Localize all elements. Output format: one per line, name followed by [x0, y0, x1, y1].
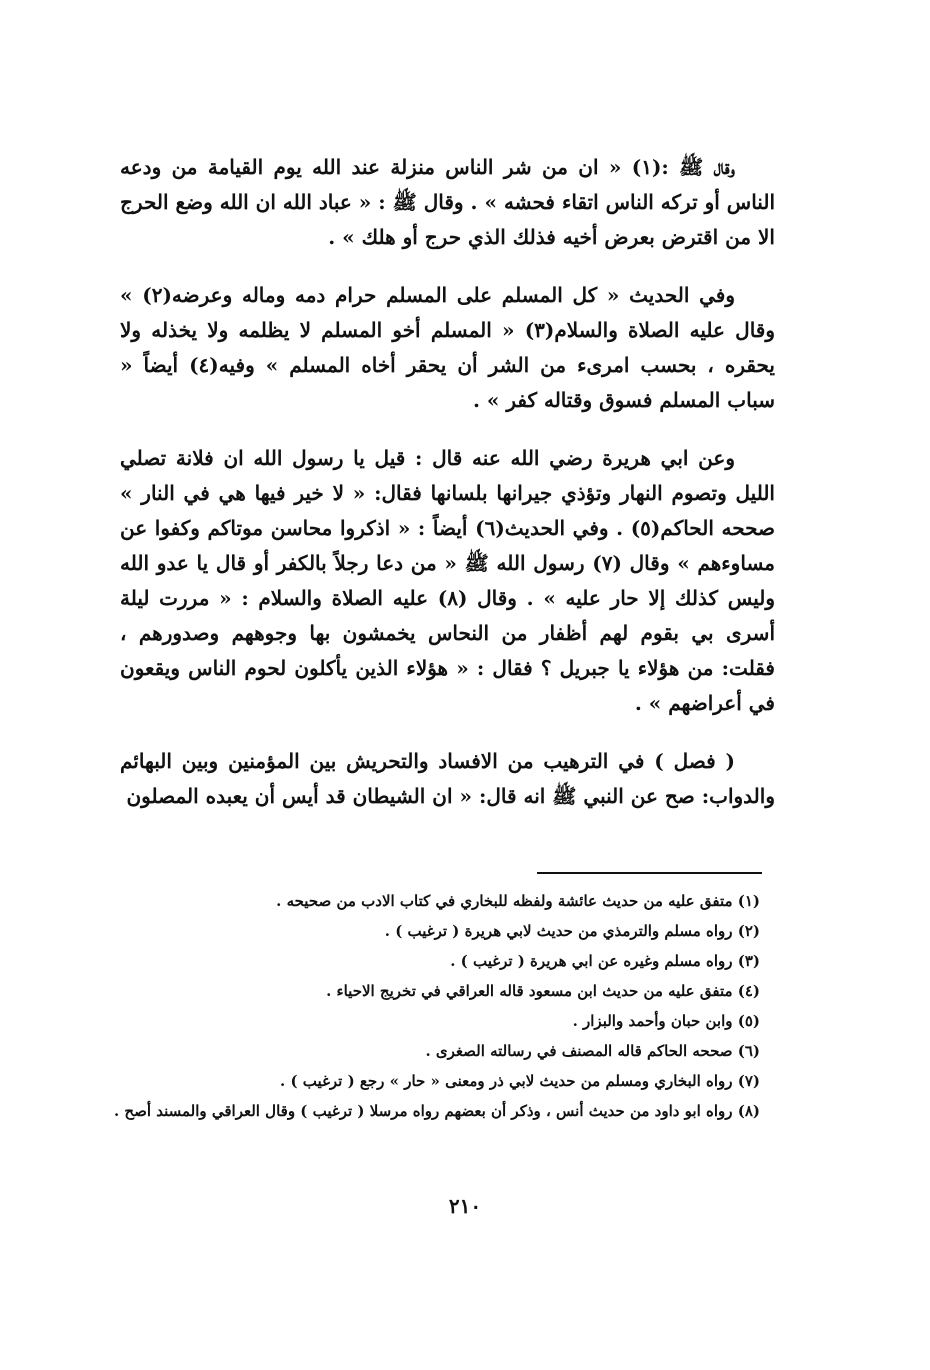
footnote: (٧) رواه البخاري ومسلم من حديث لابي ذر ومعنى « حار » رجع ( ترغيب ) . — [280, 1072, 760, 1090]
footnote-separator — [537, 872, 762, 874]
footnote: (٥) وابن حبان وأحمد والبزار . — [572, 1012, 760, 1030]
footnote: (٢) رواه مسلم والترمذي من حديث لابي هريرة ( ترغيب ) . — [384, 922, 760, 940]
footnote: (٦) صححه الحاكم قاله المصنف في رسالته الصغرى . — [425, 1042, 760, 1060]
paragraph: ( فصل ) في الترهيب من الافساد والتحريش بين المؤمنين وبين البهائم والدواب: صح عن النبي ﷺ انه قال: « ان الشيطان قد أيس أن يعبده المصلون — [120, 749, 775, 808]
main-text — [120, 150, 775, 814]
footnote: (٤) متفق عليه من حديث ابن مسعود قاله العراقي في تخريج الاحياء . — [326, 982, 760, 1000]
paragraph: وفي الحديث « كل المسلم على المسلم حرام دمه وماله وعرضه(٢) » وقال عليه الصلاة والسلام(٣) « المسلم أخو المسلم لا يظلمه ولا يخذله ولا يحقره ، بحسب امرىء من الشر أن يحقر أخاه المسلم » وفيه(٤) أيضاً « سباب المسلم فسوق وقتاله كفر » . — [120, 283, 776, 412]
paragraph: وقال ﷺ :(١) « ان من شر الناس منزلة عند الله يوم القيامة من ودعه الناس أو تركه الناس اتقاء فحشه » . وقال ﷺ : « عباد الله ان الله وضع الحرج الا من اقترض بعرض أخيه فذلك الذي حرج أو هلك » . — [120, 155, 775, 249]
page-number: ٢١٠ — [448, 1194, 482, 1218]
footnote: (٣) رواه مسلم وغيره عن ابي هريرة ( ترغيب ) . — [450, 952, 760, 970]
footnote: (٨) رواه ابو داود من حديث أنس ، وذكر أن بعضهم رواه مرسلا ( ترغيب ) وقال العراقي والمسند أصح . — [113, 1102, 760, 1120]
footnote: (١) متفق عليه من حديث عائشة ولفظه للبخاري في كتاب الادب من صحيحه . — [276, 892, 760, 910]
footnotes — [110, 886, 770, 1126]
paragraph: وعن ابي هريرة رضي الله عنه قال : قيل يا رسول الله ان فلانة تصلي الليل وتصوم النهار وتؤذي جيرانها بلسانها فقال: « لا خير فيها هي في النار » صححه الحاكم(٥) . وفي الحديث(٦) أيضاً : « اذكروا محاسن موتاكم وكفوا عن مساوءهم » وقال (٧) رسول الله ﷺ « من دعا رجلاً بالكفر أو قال يا عدو الله وليس كذلك إلا حار عليه » . وقال (٨) عليه الصلاة والسلام : « مررت ليلة أسرى بي بقوم لهم أظفار من النحاس يخمشون بها وجوههم وصدورهم ، فقلت: من هؤلاء يا جبريل ؟ فقال : « هؤلاء الذين يأكلون لحوم الناس ويقعون في أعراضهم » . — [120, 446, 775, 715]
